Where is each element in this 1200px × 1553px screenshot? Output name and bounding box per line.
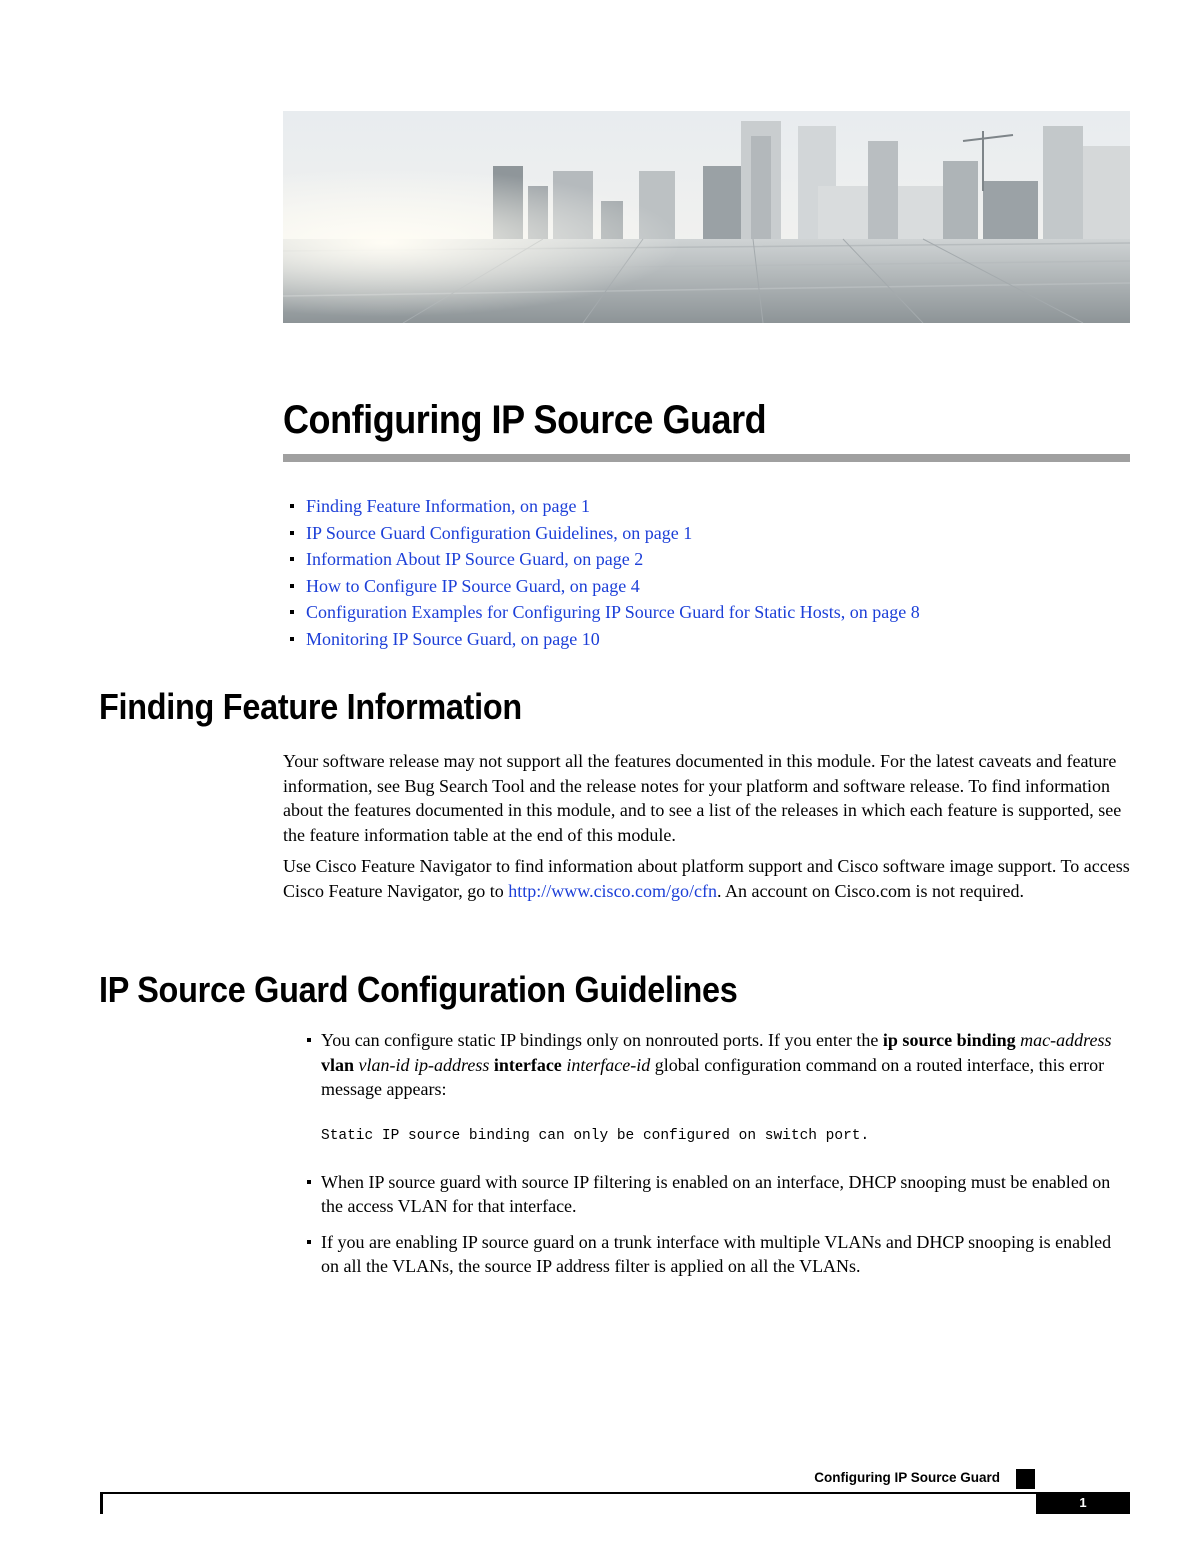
guidelines-list — [321, 1028, 1133, 1279]
bullet-icon — [290, 557, 294, 561]
cityscape-illustration — [283, 111, 1130, 323]
footer-tab-marker — [1016, 1469, 1035, 1489]
toc-item — [306, 599, 920, 626]
command-keyword: interface — [493, 1054, 562, 1075]
section-heading-finding-feature-information: Finding Feature Information — [99, 686, 522, 727]
guideline-text: global configuration command on a routed interface, this error message appears: — [321, 1054, 1105, 1099]
toc-link-monitoring[interactable]: Monitoring IP Source Guard, on page 10 — [306, 628, 600, 649]
finding-paragraph-2-tail: . An account on Cisco.com is not required. — [717, 880, 1024, 901]
bullet-icon — [290, 504, 294, 508]
toc-item — [306, 520, 920, 547]
cisco-feature-navigator-link[interactable]: http://www.cisco.com/go/cfn — [508, 880, 718, 901]
guideline-item — [321, 1230, 1133, 1279]
command-argument: vlan-id ip-address — [358, 1054, 490, 1075]
command-argument: mac-address — [1020, 1030, 1112, 1050]
bullet-icon — [290, 637, 294, 641]
section-heading-configuration-guidelines: IP Source Guard Configuration Guidelines — [99, 969, 738, 1010]
bullet-icon — [290, 610, 294, 614]
toc-item — [306, 573, 920, 600]
toc-item — [306, 546, 920, 573]
bullet-icon — [290, 584, 294, 588]
toc-link-configuration-examples[interactable]: Configuration Examples for Configuring IP Source Guard for Static Hosts, on page 8 — [306, 602, 920, 622]
guideline-text: When IP source guard with source IP filtering is enabled on an interface, DHCP snooping must be enabled on the access VLAN for that interface. — [321, 1171, 1111, 1216]
finding-paragraph-2 — [283, 854, 1133, 903]
title-rule — [283, 454, 1130, 462]
bullet-icon — [307, 1240, 311, 1244]
guideline-item — [321, 1170, 1133, 1219]
bullet-icon — [307, 1038, 311, 1042]
error-message-code: Static IP source binding can only be configured on switch port. — [321, 1127, 870, 1144]
toc-link-how-to-configure[interactable]: How to Configure IP Source Guard, on page 4 — [306, 575, 640, 596]
footer-chapter-title: Configuring IP Source Guard — [814, 1470, 1000, 1485]
page-number: 1 — [1036, 1492, 1130, 1514]
command-keyword: vlan — [321, 1054, 355, 1075]
bullet-icon — [290, 531, 294, 535]
toc-link-configuration-guidelines[interactable]: IP Source Guard Configuration Guidelines, on page 1 — [306, 522, 693, 543]
toc-item — [306, 493, 920, 520]
bullet-icon — [307, 1180, 311, 1184]
chapter-toc — [306, 493, 920, 652]
footer-tick — [100, 1492, 103, 1514]
guideline-item — [321, 1028, 1133, 1146]
toc-link-information-about[interactable]: Information About IP Source Guard, on page 2 — [306, 549, 644, 569]
command-argument: interface-id — [566, 1054, 651, 1075]
command-keyword: ip source binding — [882, 1030, 1016, 1050]
footer-rule — [100, 1492, 1130, 1494]
toc-item — [306, 626, 920, 653]
finding-paragraph-1: Your software release may not support all the features documented in this module. For the latest caveats and feature information, see Bug Search Tool and the release notes for your platform and software release. To find information about the features documented in this module, and to see a list of the releases in which each feature is supported, see the feature information table at the end of this module. — [283, 751, 1122, 845]
guideline-text: You can configure static IP bindings only on nonrouted ports. If you enter the — [321, 1030, 883, 1050]
finding-paragraph-2-text: Use Cisco Feature Navigator to find information about platform support and Cisco software image support. To access Cisco Feature Navigator, go to — [283, 856, 1130, 901]
chapter-title: Configuring IP Source Guard — [283, 398, 767, 442]
banner-image — [283, 111, 1130, 323]
guideline-text: If you are enabling IP source guard on a trunk interface with multiple VLANs and DHCP snooping is enabled on all the VLANs, the source IP address filter is applied on all the VLANs. — [321, 1231, 1112, 1276]
toc-link-finding-feature-information[interactable]: Finding Feature Information, on page 1 — [306, 496, 590, 516]
